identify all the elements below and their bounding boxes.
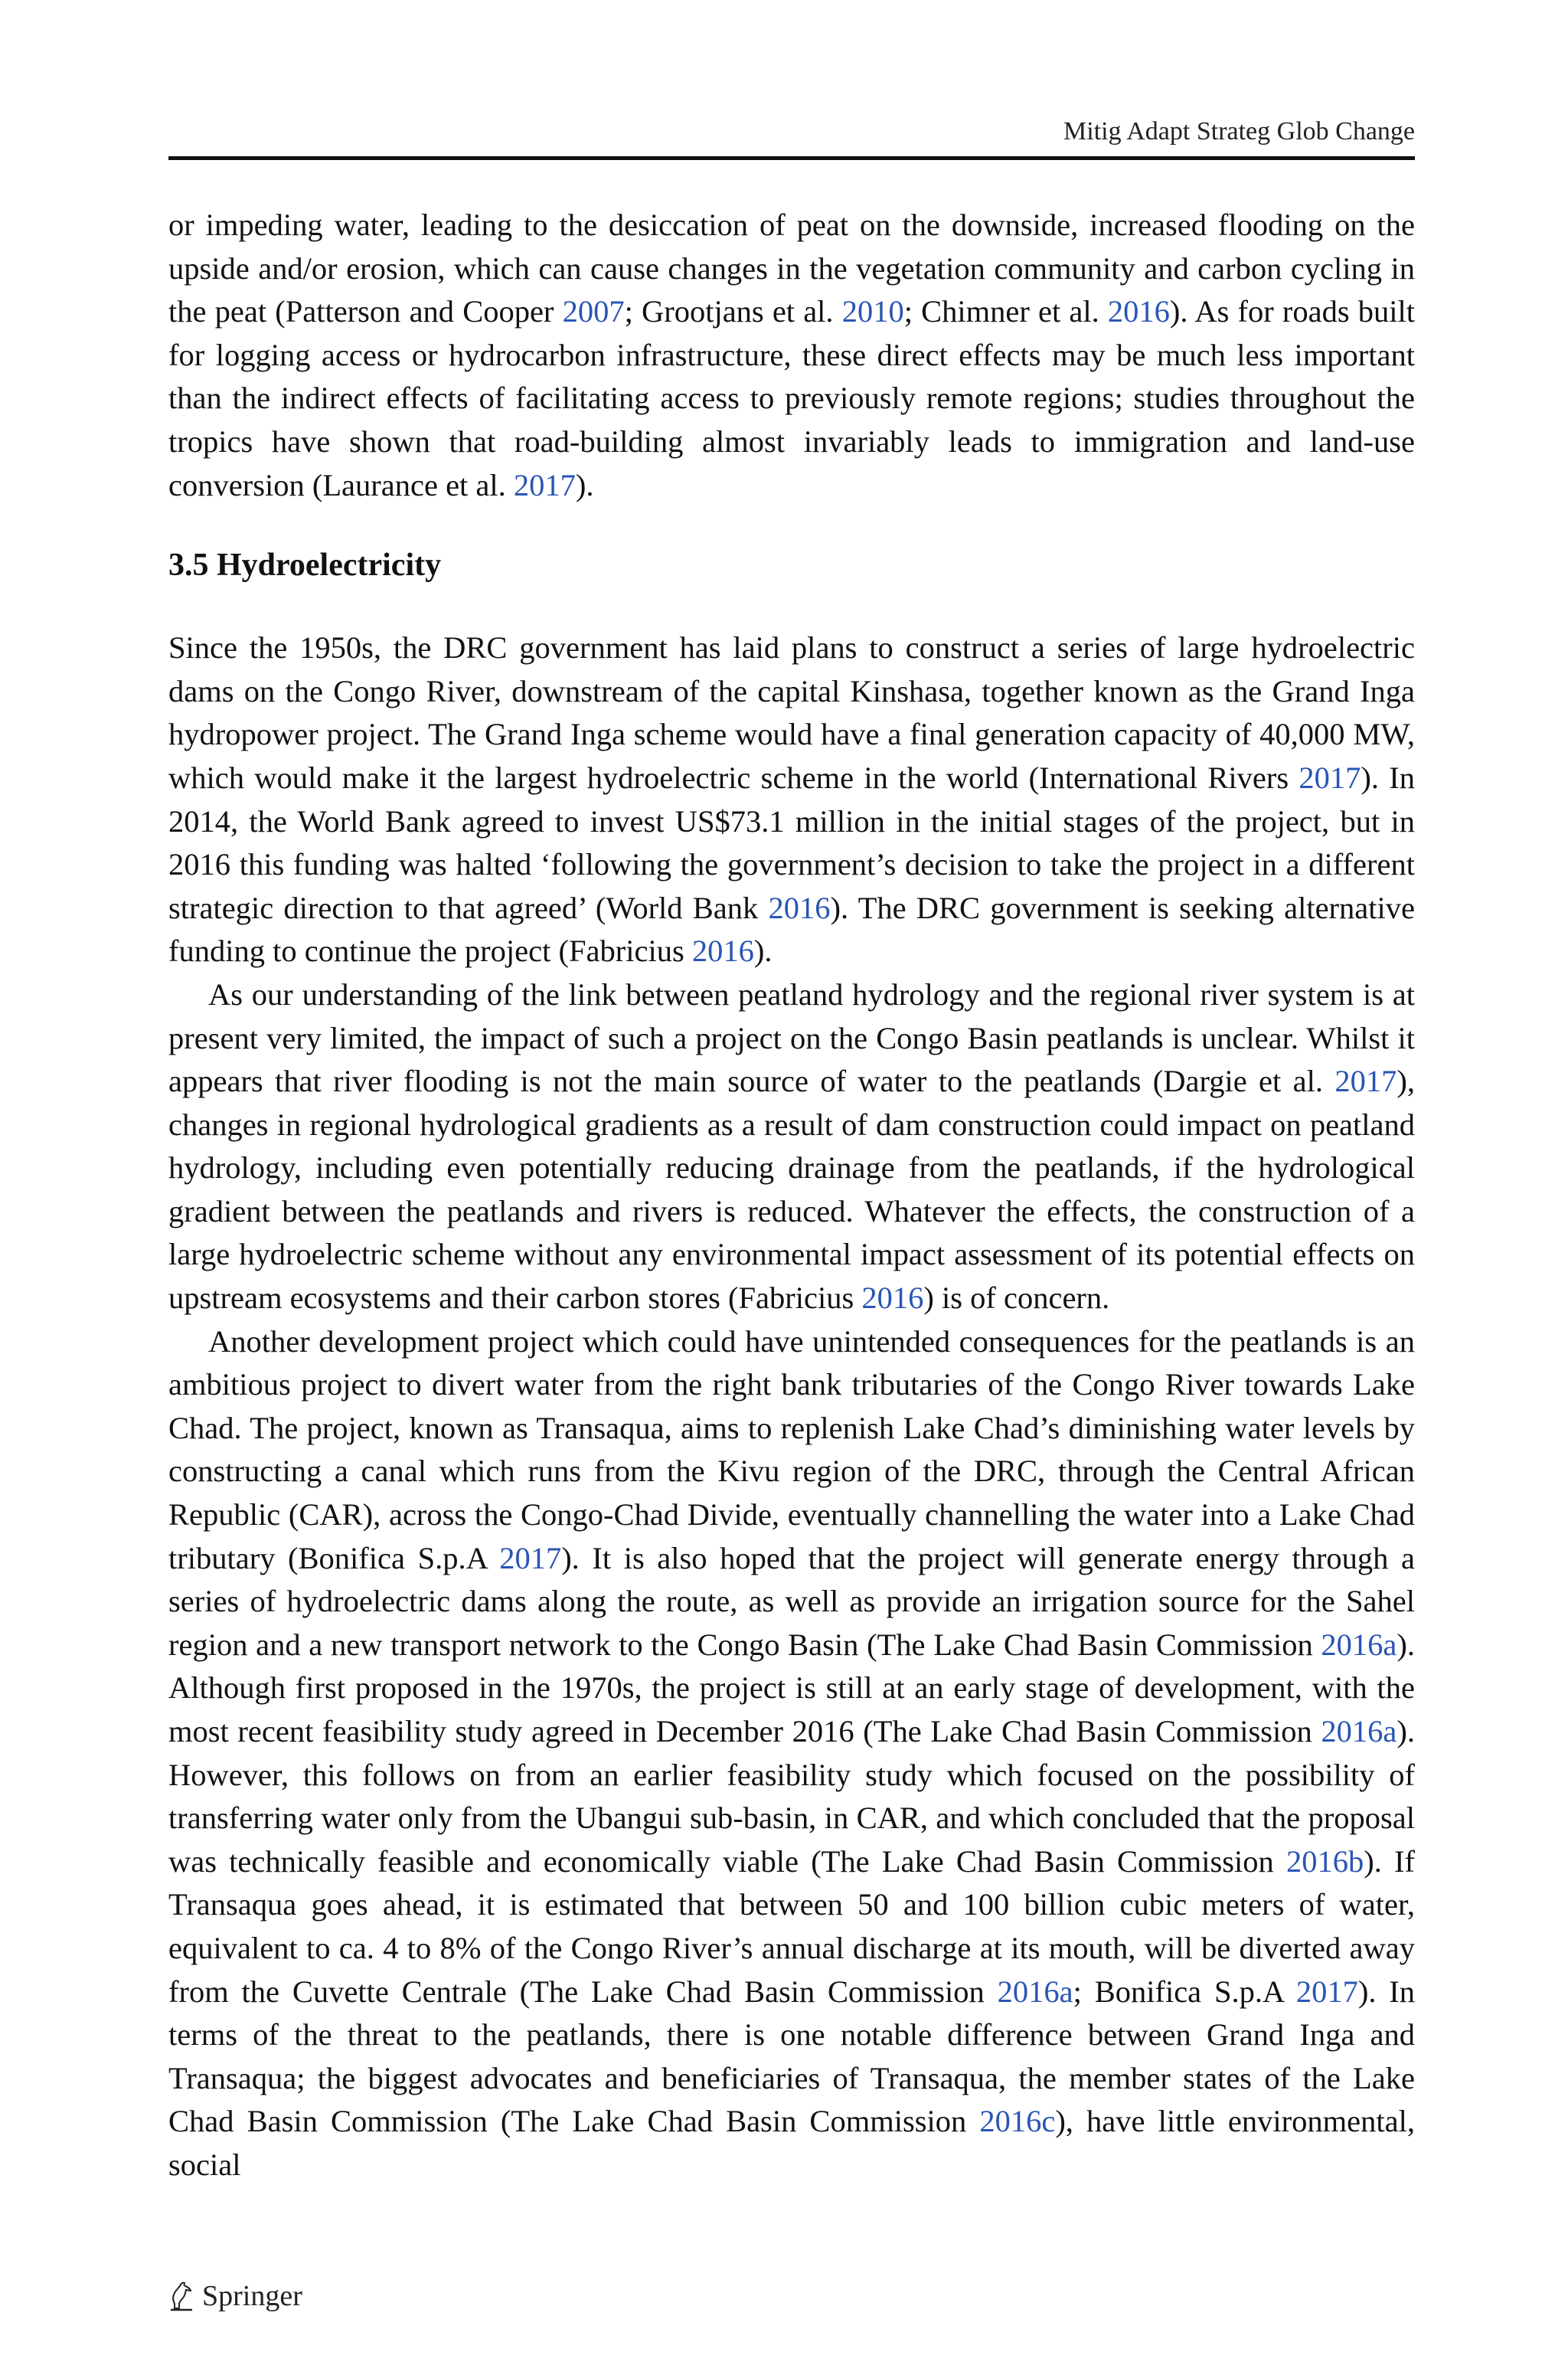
publisher-name: Springer [202, 2280, 302, 2312]
article-body [168, 204, 1415, 2187]
springer-horse-icon [168, 2281, 194, 2311]
citation-link[interactable]: 2016a [997, 1974, 1073, 2009]
paragraph-hydrology-impact: As our understanding of the link between peatland hydrology and the regional river system is at present very limited, the impact of such a project on the Congo Basin peatlands is unclear. Whilst it appears that river flooding is not the main source of water to the peatlands (Dargie et al. 2017), changes in regional hydrological gradients as a result of dam construction could impact on peatland hydrology, including even potentially reducing drainage from the peatlands, if the hydrological gradient between the peatlands and rivers is reduced. Whatever the effects, the construction of a large hydroelectric scheme without any environmental impact assessment of its potential effects on upstream ecosystems and their carbon stores (Fabricius 2016) is of concern. [168, 976, 1415, 1316]
citation-link[interactable]: 2017 [499, 1540, 562, 1575]
citation-link[interactable]: 2016 [768, 890, 831, 925]
citation-link[interactable]: 2016 [691, 934, 754, 969]
citation-link[interactable]: 2017 [1334, 1064, 1397, 1099]
running-header [168, 113, 1415, 160]
section-heading: 3.5 Hydroelectricity [168, 548, 442, 584]
citation-link[interactable]: 2016 [861, 1281, 924, 1316]
citation-link[interactable]: 2007 [562, 294, 625, 329]
paragraph-transaqua: Another development project which could have unintended consequences for the peatlands is an ambitious project to divert water from the right bank tributaries of the Congo River towards Lake Chad. The project, known as Transaqua, aims to replenish Lake Chad’s diminishing water levels by constructing a canal which runs from the Kivu region of the DRC, through the Central African Republic (CAR), across the Congo-Chad Divide, eventually channelling the water into a Lake Chad tributary (Bonifica S.p.A 2017). It is also hoped that the project will generate energy through a series of hydroelectric dams along the route, as well as provide an irrigation source for the Sahel region and a new transport network to the Congo Basin (The Lake Chad Basin Commission 2016a). Although first proposed in the 1970s, the project is still at an early stage of development, with the most recent feasibility study agreed in December 2016 (The Lake Chad Basin Commission 2016a). However, this follows on from an earlier feasibility study which focused on the possibility of transferring water only from the Ubangui sub-basin, in CAR, and which concluded that the proposal was technically feasible and economically viable (The Lake Chad Basin Commission 2016b). If Transaqua goes ahead, it is estimated that between 50 and 100 billion cubic meters of water, equivalent to ca. 4 to 8% of the Congo River’s annual discharge at its mouth, will be diverted away from the Cuvette Centrale (The Lake Chad Basin Commission 2016a; Bonifica S.p.A 2017). In terms of the threat to the peatlands, there is one notable difference between Grand Inga and Transaqua; the biggest advocates and beneficiaries of Transaqua, the member states of the Lake Chad Basin Commission (The Lake Chad Basin Commission 2016c), have little environmental, social [168, 1323, 1415, 2182]
intro-paragraph: or impeding water, leading to the desiccation of peat on the downside, increased flooding on the upside and/or erosion, which can cause changes in the vegetation community and carbon cycling in the peat (Patterson and Cooper 2007; Grootjans et al. 2010; Chimner et al. 2016). As for roads built for logging access or hydrocarbon infrastructure, these direct effects may be much less important than the indirect effects of facilitating access to previously remote regions; studies throughout the tropics have shown that road-building almost invariably leads to immigration and land-use conversion (Laurance et al. 2017). [168, 208, 1415, 502]
citation-link[interactable]: 2017 [1295, 1974, 1358, 2009]
citation-link[interactable]: 2016b [1285, 1843, 1364, 1879]
citation-link[interactable]: 2017 [513, 467, 576, 502]
page-footer [168, 2279, 302, 2313]
citation-link[interactable]: 2016a [1321, 1714, 1397, 1748]
journal-title: Mitig Adapt Strateg Glob Change [1063, 117, 1415, 146]
citation-link[interactable]: 2010 [841, 294, 904, 329]
citation-link[interactable]: 2016a [1321, 1627, 1397, 1662]
paragraph-grand-inga: Since the 1950s, the DRC government has laid plans to construct a series of large hydroelectric dams on the Congo River, downstream of the capital Kinshasa, together known as the Grand Inga hydropower project. The Grand Inga scheme would have a final generation capacity of 40,000 MW, which would make it the largest hydroelectric scheme in the world (International Rivers 2017). In 2014, the World Bank agreed to invest US$73.1 million in the initial stages of the project, but in 2016 this funding was halted ‘following the government’s decision to take the project in a different strategic direction to that agreed’ (World Bank 2016). The DRC government is seeking alternative funding to continue the project (Fabricius 2016). [168, 630, 1415, 969]
citation-link[interactable]: 2017 [1298, 760, 1361, 795]
citation-link[interactable]: 2016 [1107, 294, 1170, 329]
citation-link[interactable]: 2016c [979, 2104, 1056, 2139]
